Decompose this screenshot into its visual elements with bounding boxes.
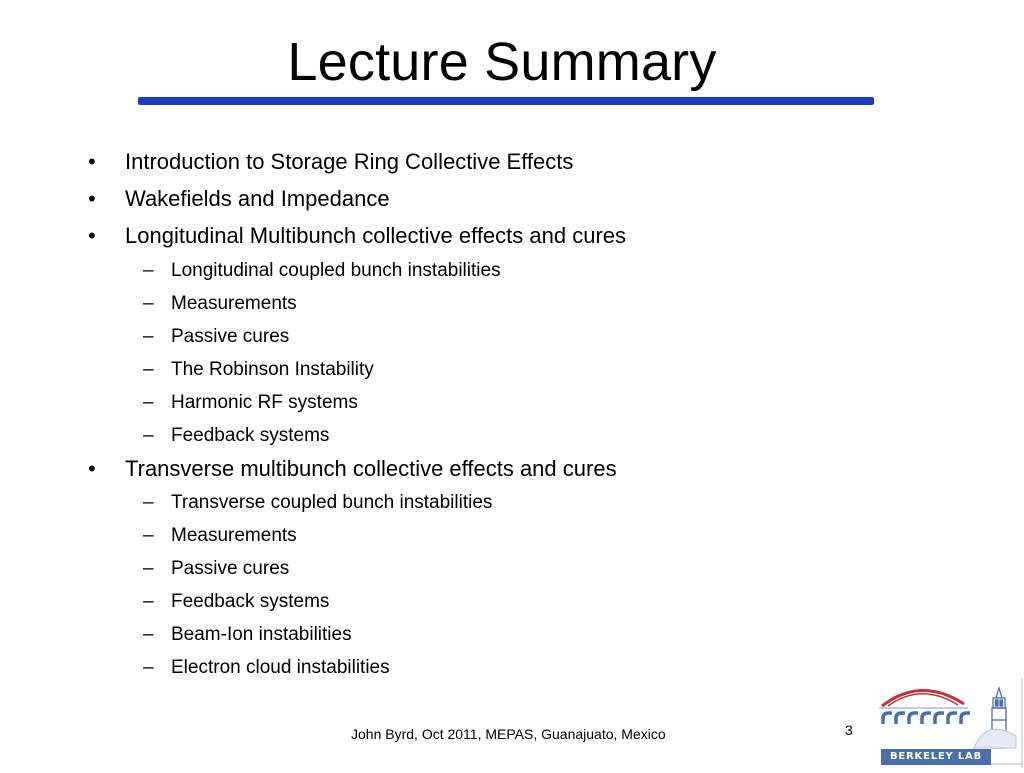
sub-bullet-text: Feedback systems xyxy=(171,591,330,612)
sub-bullet-text: Passive cures xyxy=(171,326,290,347)
sub-bullet-text: Feedback systems xyxy=(171,425,330,446)
dash-marker: – xyxy=(143,624,154,645)
bullet-text: Introduction to Storage Ring Collective Effects xyxy=(125,149,574,174)
sub-bullet-text: Measurements xyxy=(171,525,297,546)
bullet-text: Longitudinal Multibunch collective effects and cures xyxy=(125,223,627,248)
title-underline xyxy=(138,97,874,105)
logo-label: BERKELEY LAB xyxy=(881,749,991,765)
sub-bullet-text: Beam-Ion instabilities xyxy=(171,624,352,645)
dash-marker: – xyxy=(143,260,154,281)
bullet-text: Transverse multibunch collective effects and cures xyxy=(125,456,617,481)
sub-bullet-text: Electron cloud instabilities xyxy=(171,657,390,678)
sub-bullet-text: Measurements xyxy=(171,293,297,314)
slide-footer: John Byrd, Oct 2011, MEPAS, Guanajuato, Mexico xyxy=(351,726,666,742)
sub-bullet-text: The Robinson Instability xyxy=(171,359,374,380)
bullet-marker: • xyxy=(88,186,96,211)
bullet-marker: • xyxy=(88,456,96,481)
slide-title: Lecture Summary xyxy=(287,32,717,92)
sub-bullet-text: Longitudinal coupled bunch instabilities xyxy=(171,260,501,281)
dash-marker: – xyxy=(143,392,154,413)
sub-bullet-text: Transverse coupled bunch instabilities xyxy=(171,492,493,513)
dash-marker: – xyxy=(143,525,154,546)
dash-marker: – xyxy=(143,425,154,446)
page-number: 3 xyxy=(845,722,853,738)
dash-marker: – xyxy=(143,326,154,347)
dash-marker: – xyxy=(143,359,154,380)
bullet-marker: • xyxy=(88,149,96,174)
sub-bullet-text: Passive cures xyxy=(171,558,290,579)
bullet-marker: • xyxy=(88,223,96,248)
bullet-text: Wakefields and Impedance xyxy=(125,186,390,211)
dash-marker: – xyxy=(143,293,154,314)
sub-bullet-text: Harmonic RF systems xyxy=(171,392,358,413)
dash-marker: – xyxy=(143,492,154,513)
dash-marker: – xyxy=(143,591,154,612)
dash-marker: – xyxy=(143,558,154,579)
berkeley-lab-logo xyxy=(876,678,1024,768)
dash-marker: – xyxy=(143,657,154,678)
